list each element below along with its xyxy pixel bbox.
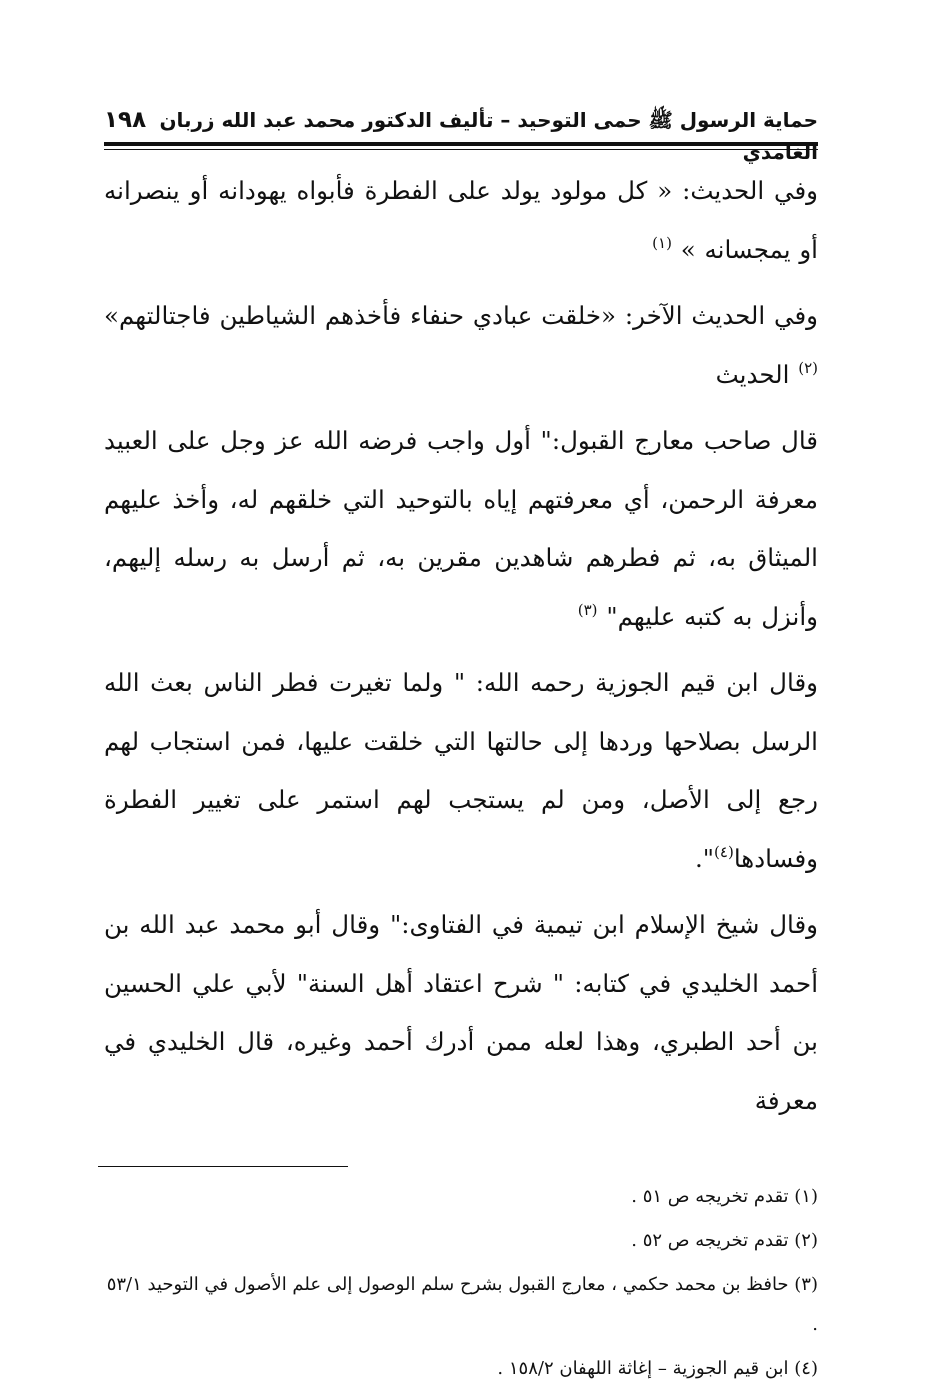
body-text <box>104 162 818 1130</box>
footnote-ref: (٤) <box>714 842 734 861</box>
footnote-ref: (١) <box>652 233 672 252</box>
paragraph-ibn-taymiyya: وقال شيخ الإسلام ابن تيمية في الفتاوى:" وقال أبو محمد عبد الله بن أحمد الخليدي في كتابه: " شرح اعتقاد أهل السنة" لأبي علي الحسين بن أحد الطبري، وهذا لعله ممن أدرك أحمد وغيره، قال الخليدي في معرفة <box>104 910 818 1115</box>
footnote-divider <box>98 1166 348 1167</box>
running-header <box>104 104 818 164</box>
header-title: حماية الرسول ﷺ حمى التوحيد – تأليف الدكتور محمد عبد الله زربان الغامدي <box>159 108 818 164</box>
paragraph-hadith-hunafa: وفي الحديث الآخر: «خلقت عبادي حنفاء فأخذهم الشياطين فاجتالتهم» $^{(٢)}$ الحديث <box>104 301 818 389</box>
footnote-ref: (٣) <box>577 600 598 619</box>
footnote-3: (٣) حافظ بن محمد حكمي ، معارج القبول بشرح سلم الوصول إلى علم الأصول في التوحيد ٥٣/١ . <box>106 1274 818 1335</box>
document-page <box>104 104 818 1389</box>
footnote-1: (١) تقدم تخريجه ص ٥١ . <box>631 1186 818 1207</box>
footnote-2: (٢) تقدم تخريجه ص ٥٢ . <box>631 1230 818 1251</box>
footnote-4: (٤) ابن قيم الجوزية – إغاثة اللهفان ١٥٨/٢ . <box>497 1358 818 1379</box>
page-number: ١٩٨ <box>104 107 147 133</box>
footnotes <box>104 1177 818 1389</box>
footnote-ref: (٢) <box>798 358 818 377</box>
paragraph-ibn-qayyim: وقال ابن قيم الجوزية رحمه الله: " ولما تغيرت فطر الناس بعث الله الرسل بصلاحها وردها إلى حالتها التي خلقت عليها، فمن استجاب لهم رجع إلى الأصل، ومن لم يستجب لهم استمر على تغيير الفطرة وفسادها$^{(٤)}$". <box>104 668 818 873</box>
paragraph-maarij: قال صاحب معارج القبول:" أول واجب فرضه الله عز وجل على العبيد معرفة الرحمن، أي معرفتهم إياه بالتوحيد التي خلقهم له، وأخذ عليهم الميثاق به، ثم فطرهم شاهدين مقرين به، ثم أرسل به رسله إليهم، وأنزل به كتبه عليهم" $^{(٣)}$ <box>104 426 818 631</box>
paragraph-hadith-fitra: وفي الحديث: « كل مولود يولد على الفطرة فأبواه يهودانه أو ينصرانه أو يمجسانه » $^{(١)}$ <box>104 176 818 264</box>
